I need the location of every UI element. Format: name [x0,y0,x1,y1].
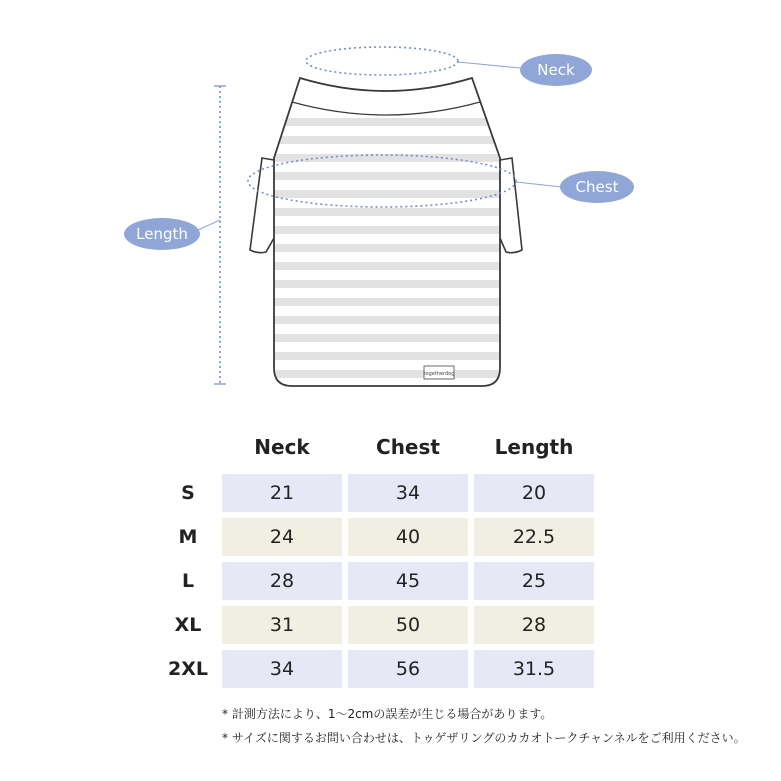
stripe [260,190,520,198]
stripe [260,244,520,252]
stripe [260,316,520,324]
neck-value: 28 [222,562,342,600]
right-sleeve [500,158,522,253]
size-label: 2XL [168,658,208,680]
chest-value: 56 [348,650,468,688]
chest-value: 40 [348,518,468,556]
left-sleeve [250,158,274,253]
length-value: 28 [474,606,594,644]
stripe [260,370,520,378]
length-value: 22.5 [474,518,594,556]
neck-value: 24 [222,518,342,556]
chest-value: 45 [348,562,468,600]
header-neck: Neck [254,435,310,459]
neck-value: 21 [222,474,342,512]
chest-value: 50 [348,606,468,644]
header-length: Length [494,435,574,459]
stripe [260,352,520,360]
size-row-m [160,518,620,556]
chest-label: Chest [575,178,619,196]
length-label: Length [136,225,188,243]
size-row-2xl [160,650,620,688]
stripe [260,136,520,144]
size-label: M [178,526,198,548]
stripe [260,172,520,180]
size-label: L [181,570,195,592]
size-row-xl [160,606,620,644]
neck-label: Neck [537,61,575,79]
note-contact-channel: * サイズに関するお問い合わせは、トゥゲザリングのカカオトークチャンネルをご利用ください。 [222,731,746,745]
stripe [260,226,520,234]
size-label: S [181,482,195,504]
stripe [260,280,520,288]
stripes [260,118,520,378]
garment-tag-text: togetherdog [423,371,455,377]
size-row-s [160,474,620,512]
size-label: XL [174,614,202,636]
length-leader-line [198,220,220,230]
neck-value: 34 [222,650,342,688]
note-measurement-error: * 計測方法により、1〜2cmの誤差が生じる場合があります。 [222,707,553,721]
neck-band [292,102,480,115]
chest-value: 34 [348,474,468,512]
stripe [260,334,520,342]
header-chest: Chest [376,435,440,459]
length-value: 25 [474,562,594,600]
stripe [260,208,520,216]
stripe [260,154,520,162]
neck-value: 31 [222,606,342,644]
stripe [260,118,520,126]
stripe [260,298,520,306]
chest-measure-ellipse [248,155,516,207]
neck-leader-line [458,62,520,68]
stripe [260,262,520,270]
size-row-l [160,562,620,600]
neck-measure-ellipse [306,47,458,75]
chest-leader-line [516,182,562,187]
length-value: 31.5 [474,650,594,688]
length-value: 20 [474,474,594,512]
